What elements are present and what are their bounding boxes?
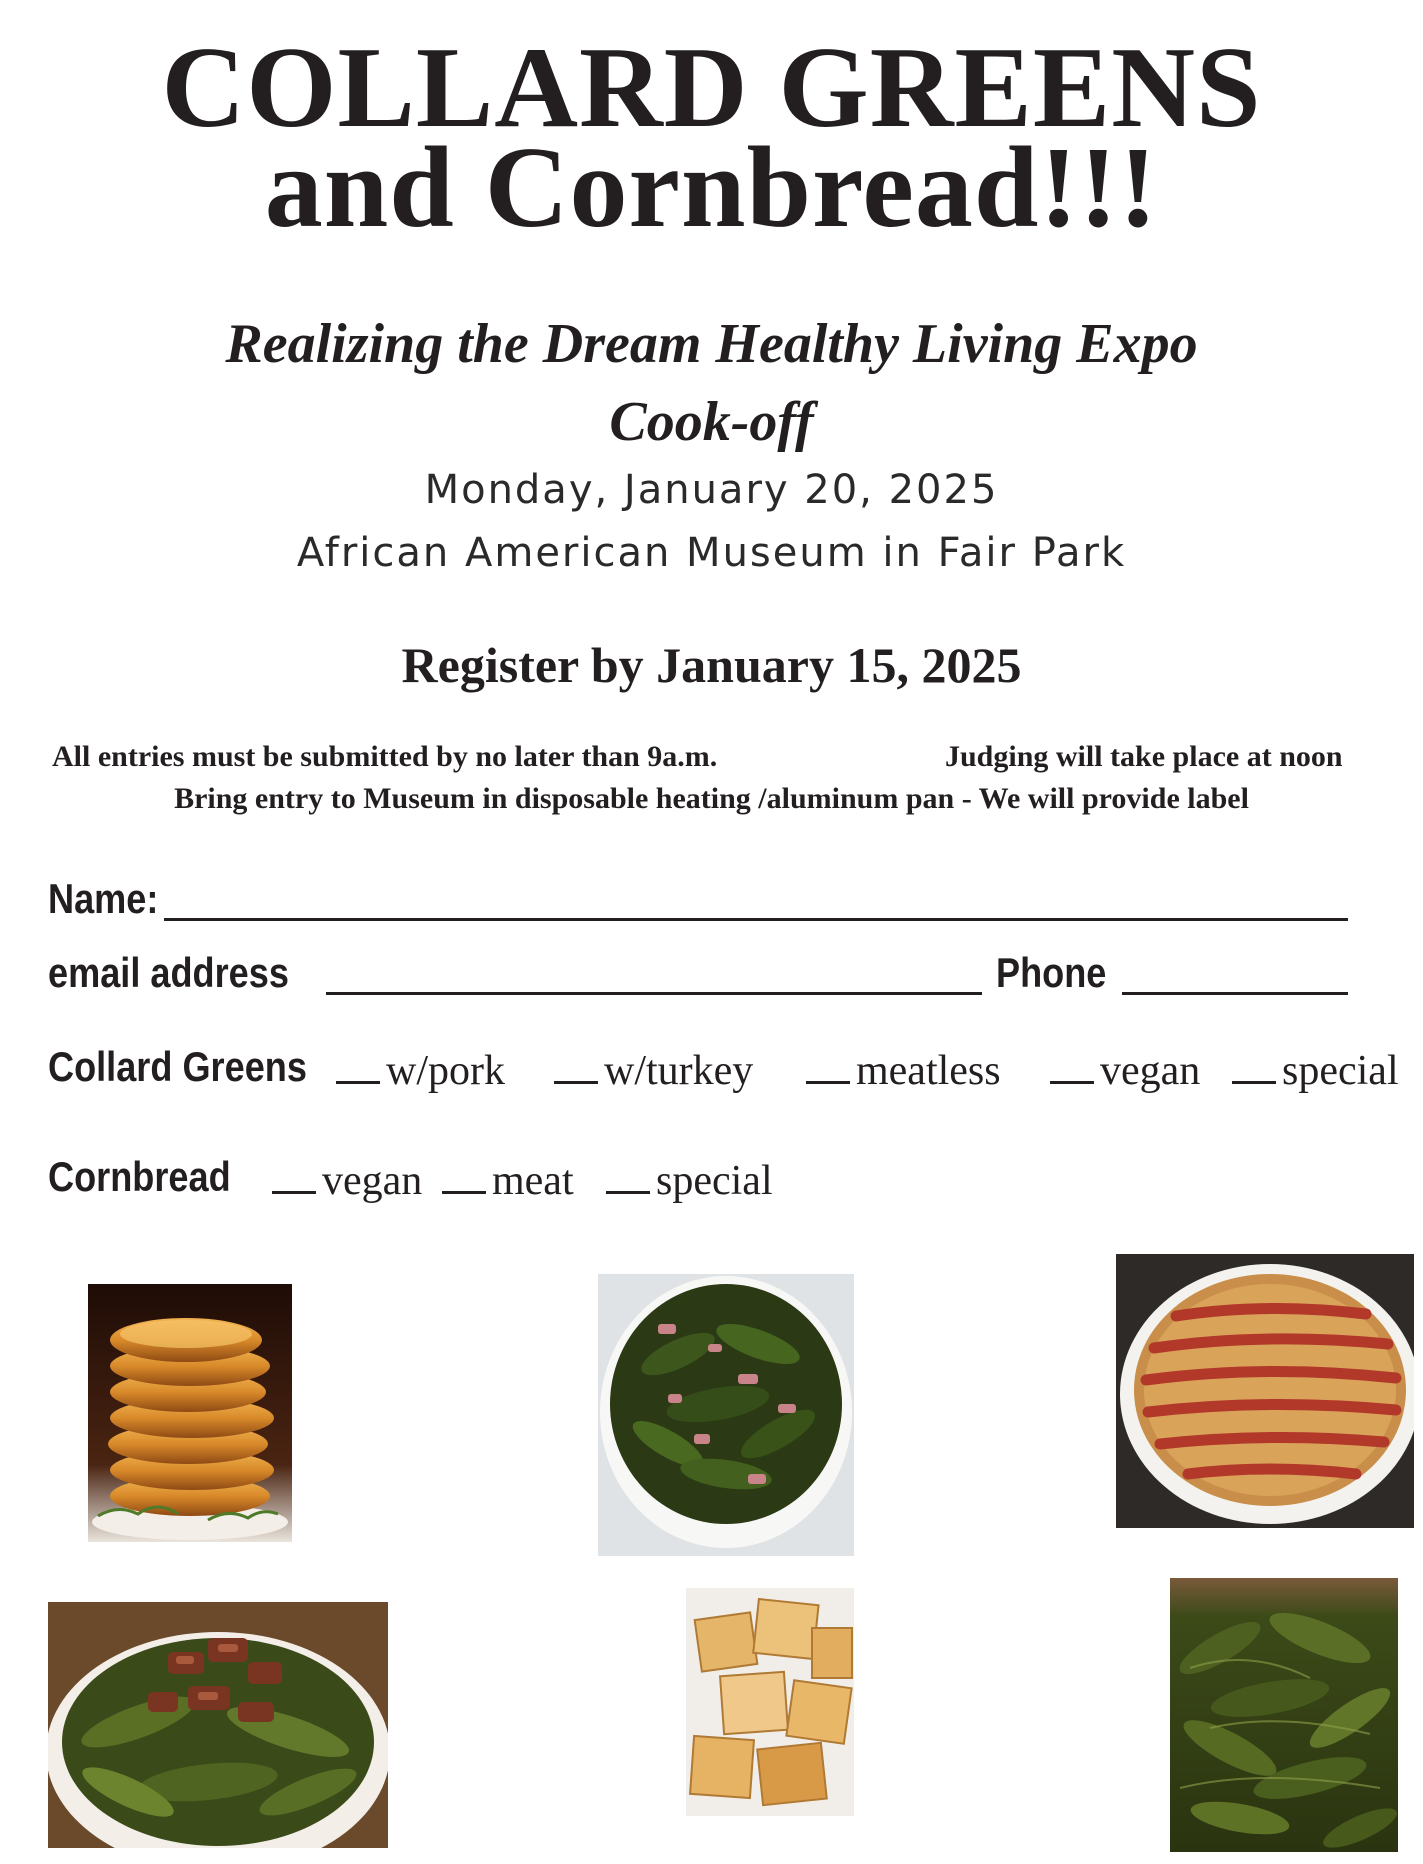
- event-date: Monday, January 20, 2025: [424, 467, 999, 513]
- collard-option-meatless[interactable]: meatless: [806, 1050, 1001, 1092]
- checkbox-blank[interactable]: [554, 1081, 598, 1084]
- checkbox-blank[interactable]: [606, 1191, 650, 1194]
- title-line-1: COLLARD GREENS: [161, 24, 1262, 152]
- judging-note: Judging will take place at noon: [945, 740, 1343, 773]
- register-deadline: Register by January 15, 2025: [401, 637, 1022, 693]
- collard-greens-label: Collard Greens: [48, 1043, 307, 1090]
- checkbox-blank[interactable]: [1232, 1081, 1276, 1084]
- collard-greens-with-bacon-photo: [48, 1602, 388, 1848]
- cornbread-option-special[interactable]: special: [606, 1160, 773, 1202]
- bacon-cornbread-skillet-photo: [1116, 1254, 1414, 1528]
- name-label: Name:: [48, 875, 159, 922]
- checkbox-blank[interactable]: [272, 1191, 316, 1194]
- event-venue: African American Museum in Fair Park: [296, 530, 1127, 576]
- subtitle-line-1: Realizing the Dream Healthy Living Expo: [225, 313, 1198, 375]
- fried-cornbread-cakes-photo: [88, 1284, 292, 1542]
- bring-entry-note: Bring entry to Museum in disposable heating /aluminum pan - We will provide label: [174, 782, 1249, 815]
- email-label: email address: [48, 949, 289, 996]
- checkbox-blank[interactable]: [1050, 1081, 1094, 1084]
- checkbox-blank[interactable]: [442, 1191, 486, 1194]
- email-field[interactable]: [326, 992, 982, 995]
- collard-option-pork[interactable]: w/pork: [336, 1050, 505, 1092]
- subtitle-line-2: Cook-off: [609, 391, 814, 453]
- checkbox-blank[interactable]: [336, 1081, 380, 1084]
- collard-greens-bowl-photo: [598, 1274, 854, 1556]
- cornbread-option-meat[interactable]: meat: [442, 1160, 574, 1202]
- title-line-2: and Cornbread!!!: [264, 124, 1159, 252]
- collard-option-turkey[interactable]: w/turkey: [554, 1050, 753, 1092]
- cornbread-squares-photo: [686, 1588, 854, 1816]
- cornbread-option-vegan[interactable]: vegan: [272, 1160, 422, 1202]
- name-field[interactable]: [164, 918, 1348, 921]
- collard-option-vegan[interactable]: vegan: [1050, 1050, 1200, 1092]
- phone-label: Phone: [996, 949, 1107, 996]
- collard-option-special[interactable]: special: [1232, 1050, 1399, 1092]
- checkbox-blank[interactable]: [806, 1081, 850, 1084]
- phone-field[interactable]: [1122, 992, 1348, 995]
- submission-note: All entries must be submitted by no later than 9a.m.: [52, 740, 718, 773]
- cornbread-label: Cornbread: [48, 1153, 231, 1200]
- cooked-greens-closeup-photo: [1170, 1578, 1398, 1852]
